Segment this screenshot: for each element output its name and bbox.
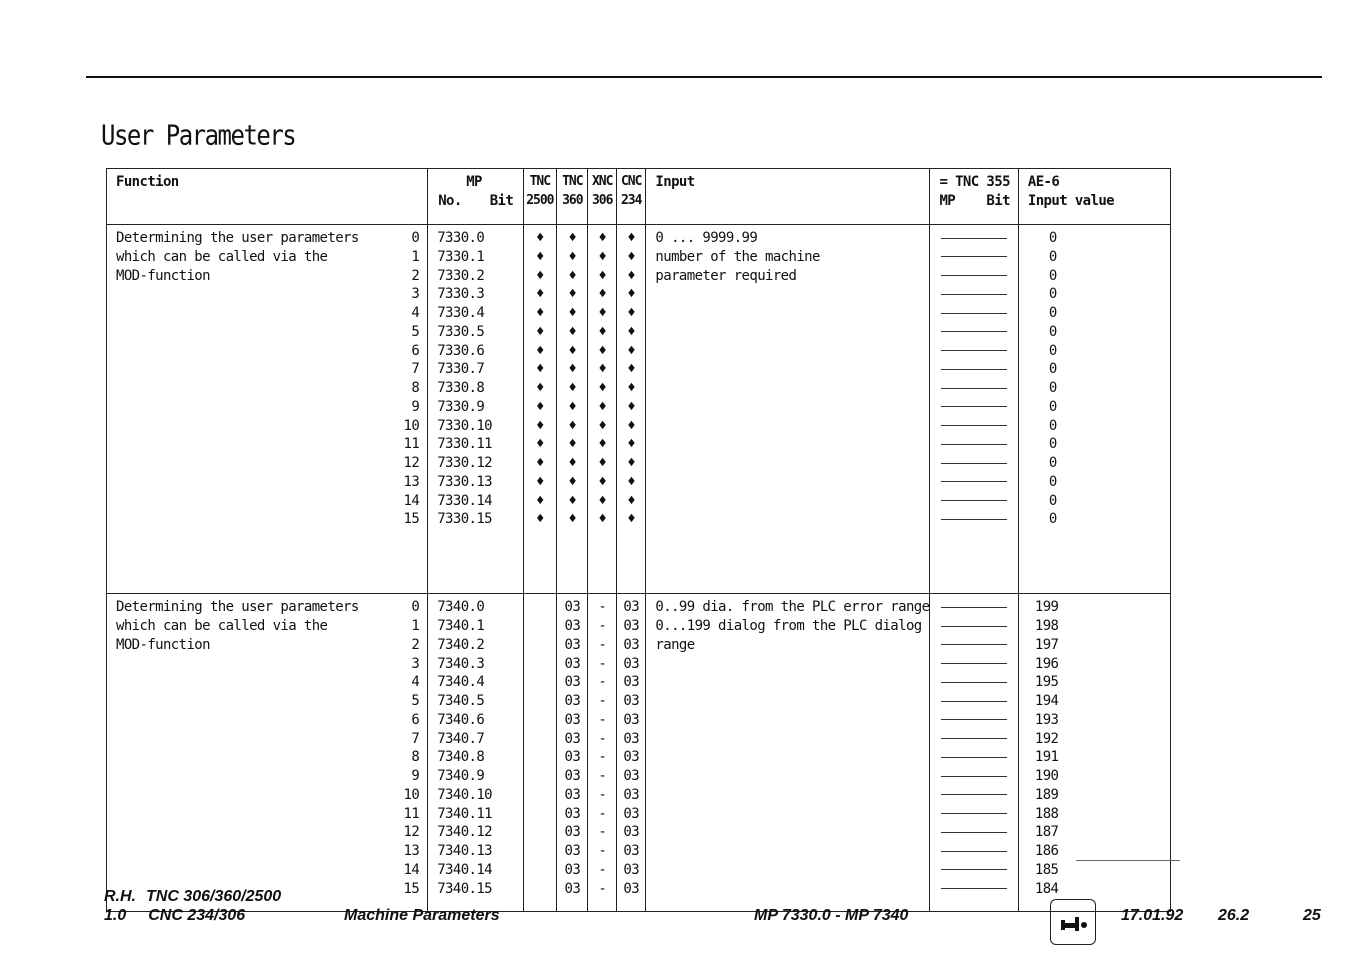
footer-models-2: CNC 234/306 (148, 907, 246, 924)
empty-dash (930, 435, 1017, 454)
bit-list (404, 225, 420, 529)
bit-number: 0 (411, 599, 420, 616)
tnc2500-mark: ♦ (535, 286, 544, 303)
ae6-value: 0 (1048, 492, 1057, 509)
tnc360-mark: ♦ (568, 267, 577, 284)
mp-number: 7340.5 (437, 693, 485, 709)
ae6-value: 0 (1048, 248, 1057, 265)
bit-number: 13 (403, 473, 420, 490)
tnc360-mark: ♦ (568, 436, 577, 453)
heidenhain-logo-icon (1050, 899, 1096, 945)
ae6-value-cell (1018, 594, 1170, 911)
ae6-value: 0 (1048, 380, 1057, 396)
mp-number: 7330.5 (437, 323, 485, 340)
xnc306-mark: ♦ (598, 455, 607, 471)
bit-number: 10 (403, 417, 420, 434)
mp-number: 7340.10 (437, 786, 493, 803)
xnc306-value: - (598, 730, 607, 747)
cnc234-mark: ♦ (627, 473, 636, 490)
cnc234-value: 03 (623, 805, 640, 822)
tnc360-mark: ♦ (568, 380, 577, 396)
ae6-value: 188 (1034, 805, 1059, 822)
cnc234-mark: ♦ (627, 455, 636, 471)
mp-header: MP No. Bit (428, 169, 523, 225)
bit-number: 5 (411, 693, 420, 709)
empty-dash (930, 267, 1017, 286)
cnc234-mark: ♦ (627, 492, 636, 509)
empty-dash (930, 673, 1017, 692)
mp-number: 7340.9 (437, 768, 485, 784)
mp-number: 7330.0 (437, 230, 485, 246)
empty-dash (930, 360, 1017, 379)
tnc360-value: 03 (564, 711, 581, 728)
bit-number: 1 (411, 248, 420, 265)
bit-number: 5 (411, 323, 420, 340)
xnc306-mark: ♦ (598, 361, 607, 378)
empty-dash (930, 248, 1017, 267)
ae6-value: 198 (1034, 618, 1059, 634)
bit-number: 4 (411, 305, 420, 321)
empty-dash (930, 617, 1017, 636)
bit-number: 1 (411, 618, 420, 634)
mp-number: 7340.2 (437, 636, 485, 653)
tnc360-value: 03 (564, 693, 581, 709)
mp-number: 7330.7 (437, 361, 485, 378)
function-header: Function (107, 169, 428, 225)
ae6-value: 189 (1034, 786, 1059, 803)
xnc306-header: XNC 306 (588, 169, 617, 225)
xnc306-mark: ♦ (598, 380, 607, 396)
xnc306-mark: ♦ (598, 492, 607, 509)
mp-number: 7340.15 (437, 880, 493, 897)
tnc2500-mark: ♦ (535, 248, 544, 265)
mp-number: 7330.12 (437, 455, 493, 471)
xnc306-value: - (598, 693, 607, 709)
cnc234-mark: ♦ (627, 305, 636, 321)
cnc234-mark: ♦ (627, 361, 636, 378)
ae6-value: 199 (1034, 599, 1059, 616)
xnc306-value: - (598, 805, 607, 822)
empty-dash (930, 229, 1017, 248)
parameter-group-7330 (107, 225, 1171, 594)
mp-number: 7340.3 (437, 655, 485, 672)
empty-dash (930, 842, 1017, 861)
tnc360-mark: ♦ (568, 417, 577, 434)
cnc234-value: 03 (623, 693, 640, 709)
bit-number: 13 (403, 843, 420, 859)
bit-number: 7 (411, 730, 420, 747)
bit-number: 14 (403, 492, 420, 509)
xnc306-value: - (598, 880, 607, 897)
xnc306-value: - (598, 843, 607, 859)
empty-dash (930, 398, 1017, 417)
empty-dash (930, 323, 1017, 342)
tnc360-value: 03 (564, 655, 581, 672)
tnc2500-cell (523, 225, 557, 594)
empty-dash (930, 492, 1017, 511)
ae6-value: 0 (1048, 286, 1057, 303)
table-header-row (107, 169, 1171, 225)
mp-number: 7340.6 (437, 711, 485, 728)
xnc306-mark: ♦ (598, 248, 607, 265)
input-cell: 0..99 dia. from the PLC error range 0...199 dialog from the PLC dialog range (646, 594, 930, 911)
tnc360-value: 03 (564, 730, 581, 747)
xnc306-value: - (598, 749, 607, 766)
tnc2500-mark: ♦ (535, 473, 544, 490)
tnc360-value: 03 (564, 749, 581, 766)
tnc360-mark: ♦ (568, 305, 577, 321)
xnc306-value: - (598, 655, 607, 672)
tnc360-value: 03 (564, 824, 581, 841)
tnc360-mark: ♦ (568, 361, 577, 378)
cnc234-mark: ♦ (627, 248, 636, 265)
tnc2500-mark: ♦ (535, 361, 544, 378)
empty-dash (930, 767, 1017, 786)
cnc234-value: 03 (623, 843, 640, 859)
xnc306-mark: ♦ (598, 398, 607, 415)
empty-dash (930, 730, 1017, 749)
empty-dash (930, 342, 1017, 361)
tnc360-value: 03 (564, 861, 581, 878)
empty-dash (930, 880, 1017, 899)
tnc360-value: 03 (564, 674, 581, 691)
tnc2500-mark: ♦ (535, 398, 544, 415)
ae6-value: 0 (1048, 417, 1057, 434)
empty-dash (930, 285, 1017, 304)
parameter-group-7340 (107, 594, 1171, 911)
ae6-value: 186 (1034, 843, 1059, 859)
function-cell: Determining the user parameters which can be called via the MOD-function 0 1 2 3 4 5 6 7 8 9 10 11 12 13 14 15 (107, 594, 428, 911)
bit-number: 7 (411, 361, 420, 378)
empty-dash (930, 823, 1017, 842)
empty-dash (930, 861, 1017, 880)
bit-number: 9 (411, 768, 420, 784)
bit-number: 8 (411, 380, 420, 396)
ae6-value: 196 (1034, 655, 1059, 672)
footer-section: Machine Parameters (344, 907, 500, 924)
tnc2500-mark: ♦ (535, 305, 544, 321)
cnc234-value: 03 (623, 768, 640, 784)
empty-dash (930, 692, 1017, 711)
bit-number: 15 (403, 511, 420, 528)
ae6-value: 190 (1034, 768, 1059, 784)
bit-number: 12 (403, 824, 420, 841)
xnc306-cell (588, 594, 617, 911)
footer-models-1: TNC 306/360/2500 (146, 888, 282, 905)
xnc306-value: - (598, 861, 607, 878)
cnc234-header: CNC 234 (616, 169, 645, 225)
xnc306-mark: ♦ (598, 305, 607, 321)
bit-number: 3 (411, 286, 420, 303)
parameter-table (106, 168, 1171, 912)
mp-number: 7330.8 (437, 380, 485, 396)
top-rule (86, 76, 1322, 78)
mp-number: 7340.8 (437, 749, 485, 766)
ae6-value: 0 (1048, 455, 1057, 471)
ae6-value: 187 (1034, 824, 1059, 841)
tnc2500-mark: ♦ (535, 380, 544, 396)
bit-number: 4 (411, 674, 420, 691)
empty-dash (930, 510, 1017, 529)
tnc2500-mark: ♦ (535, 342, 544, 359)
mp-number: 7330.1 (437, 248, 485, 265)
xnc306-value: - (598, 618, 607, 634)
tnc355-cell (930, 594, 1018, 911)
cnc234-mark: ♦ (627, 436, 636, 453)
footer-version-line (104, 907, 245, 925)
footer-mp-range: MP 7330.0 - MP 7340 (754, 907, 909, 924)
footer-date: 17.01.92 (1121, 907, 1184, 924)
cnc234-value: 03 (623, 786, 640, 803)
tnc360-value: 03 (564, 768, 581, 784)
cnc234-mark: ♦ (627, 380, 636, 396)
cnc234-cell (616, 594, 645, 911)
cnc234-mark: ♦ (627, 417, 636, 434)
tnc2500-mark: ♦ (535, 436, 544, 453)
cnc234-value: 03 (623, 824, 640, 841)
cnc234-value: 03 (623, 861, 640, 878)
tnc360-value: 03 (564, 599, 581, 616)
tnc2500-mark: ♦ (535, 417, 544, 434)
bit-number: 14 (403, 861, 420, 878)
mp-number: 7330.11 (437, 436, 493, 453)
ae6-value: 192 (1034, 730, 1059, 747)
cnc234-mark: ♦ (627, 398, 636, 415)
empty-dash (930, 748, 1017, 767)
xnc306-mark: ♦ (598, 436, 607, 453)
bit-number: 15 (403, 880, 420, 897)
bit-number: 3 (411, 655, 420, 672)
tnc360-mark: ♦ (568, 455, 577, 471)
ae6-value: 185 (1034, 861, 1059, 878)
empty-dash (930, 598, 1017, 617)
bit-number: 11 (403, 436, 420, 453)
xnc306-mark: ♦ (598, 417, 607, 434)
bit-number: 10 (403, 786, 420, 803)
cnc234-cell (616, 225, 645, 594)
tnc360-value: 03 (564, 880, 581, 897)
mp-number: 7330.4 (437, 305, 485, 321)
tnc2500-mark: ♦ (535, 455, 544, 471)
bit-list (404, 594, 420, 898)
tnc2500-cell (523, 594, 557, 911)
tnc2500-mark: ♦ (535, 230, 544, 246)
tnc360-mark: ♦ (568, 492, 577, 509)
mp-number: 7340.14 (437, 861, 493, 878)
footer-chapter: 26.2 (1218, 907, 1250, 924)
mp-number: 7330.14 (437, 492, 493, 509)
input-cell: 0 ... 9999.99 number of the machine parameter required (646, 225, 930, 594)
empty-dash (930, 417, 1017, 436)
bit-number: 11 (403, 805, 420, 822)
mp-number: 7340.12 (437, 824, 493, 841)
mp-number: 7340.0 (437, 599, 485, 616)
cnc234-value: 03 (623, 749, 640, 766)
mp-number: 7340.13 (437, 843, 493, 859)
ae6-value: 184 (1034, 880, 1059, 897)
xnc306-value: - (598, 599, 607, 616)
mp-number: 7330.10 (437, 417, 493, 434)
xnc306-value: - (598, 674, 607, 691)
tnc2500-header: TNC 2500 (523, 169, 557, 225)
xnc306-value: - (598, 636, 607, 653)
ae6-value: 0 (1048, 436, 1057, 453)
ae6-value: 0 (1048, 361, 1057, 378)
tnc360-mark: ♦ (568, 473, 577, 490)
cnc234-mark: ♦ (627, 286, 636, 303)
footer-author: R.H. (104, 888, 136, 905)
input-header: Input (646, 169, 930, 225)
tnc360-mark: ♦ (568, 398, 577, 415)
mp-number-cell (428, 225, 523, 594)
tnc2500-mark: ♦ (535, 267, 544, 284)
empty-dash (930, 655, 1017, 674)
cnc234-mark: ♦ (627, 511, 636, 528)
ae6-value: 194 (1034, 693, 1059, 709)
tnc355-header: = TNC 355 MP Bit (930, 169, 1018, 225)
cnc234-value: 03 (623, 674, 640, 691)
cnc234-value: 03 (623, 711, 640, 728)
empty-dash (930, 786, 1017, 805)
cnc234-mark: ♦ (627, 267, 636, 284)
footer-author-line (104, 888, 281, 906)
mp-number: 7330.3 (437, 286, 485, 303)
ae6-value: 195 (1034, 674, 1059, 691)
tnc360-value: 03 (564, 618, 581, 634)
bit-number: 6 (411, 711, 420, 728)
mp-number: 7330.9 (437, 398, 485, 415)
mp-number-cell (428, 594, 523, 911)
mp-number: 7340.4 (437, 674, 485, 691)
bit-number: 0 (411, 230, 420, 246)
bit-number: 2 (411, 636, 420, 653)
mp-number: 7340.1 (437, 618, 485, 634)
cnc234-value: 03 (623, 618, 640, 634)
page-title: User Parameters (101, 119, 296, 152)
ae6-value: 0 (1048, 473, 1057, 490)
xnc306-mark: ♦ (598, 342, 607, 359)
cnc234-mark: ♦ (627, 230, 636, 246)
ae6-value: 0 (1048, 230, 1057, 246)
cnc234-value: 03 (623, 636, 640, 653)
tnc360-mark: ♦ (568, 323, 577, 340)
ae6-value: 191 (1034, 749, 1059, 766)
ae6-value: 0 (1048, 323, 1057, 340)
tnc360-mark: ♦ (568, 248, 577, 265)
mp-number: 7330.6 (437, 342, 485, 359)
ae6-value: 197 (1034, 636, 1059, 653)
xnc306-mark: ♦ (598, 473, 607, 490)
xnc306-mark: ♦ (598, 286, 607, 303)
cnc234-value: 03 (623, 599, 640, 616)
ae6-value: 0 (1048, 398, 1057, 415)
bit-number: 2 (411, 267, 420, 284)
tnc2500-mark: ♦ (535, 492, 544, 509)
tnc360-cell (557, 594, 588, 911)
tnc360-value: 03 (564, 786, 581, 803)
empty-dash (930, 805, 1017, 824)
bit-number: 9 (411, 398, 420, 415)
cnc234-value: 03 (623, 880, 640, 897)
cnc234-mark: ♦ (627, 342, 636, 359)
bit-number: 6 (411, 342, 420, 359)
tnc355-cell (930, 225, 1018, 594)
function-cell: Determining the user parameters which can be called via the MOD-function 0 1 2 3 4 5 6 7 8 9 10 11 12 13 14 15 (107, 225, 428, 594)
cnc234-value: 03 (623, 730, 640, 747)
xnc306-mark: ♦ (598, 511, 607, 528)
bit-number: 8 (411, 749, 420, 766)
cnc234-mark: ♦ (627, 323, 636, 340)
xnc306-value: - (598, 786, 607, 803)
tnc360-mark: ♦ (568, 230, 577, 246)
mp-number: 7340.11 (437, 805, 493, 822)
ae6-value: 0 (1048, 267, 1057, 284)
ae6-value: 0 (1048, 342, 1057, 359)
tnc2500-mark: ♦ (535, 323, 544, 340)
tnc360-mark: ♦ (568, 342, 577, 359)
tnc360-header: TNC 360 (557, 169, 588, 225)
footer-page-number: 25 (1303, 907, 1321, 924)
empty-dash (930, 711, 1017, 730)
footer-version: 1.0 (104, 907, 127, 924)
ae6-value-cell (1018, 225, 1170, 594)
tnc360-value: 03 (564, 843, 581, 859)
empty-dash (930, 454, 1017, 473)
xnc306-value: - (598, 711, 607, 728)
empty-dash (930, 636, 1017, 655)
mp-number: 7330.13 (437, 473, 493, 490)
ae6-value: 0 (1048, 511, 1057, 528)
tnc2500-mark: ♦ (535, 511, 544, 528)
empty-dash (930, 473, 1017, 492)
xnc306-cell (588, 225, 617, 594)
tnc360-cell (557, 225, 588, 594)
xnc306-value: - (598, 824, 607, 841)
xnc306-mark: ♦ (598, 230, 607, 246)
tnc360-value: 03 (564, 805, 581, 822)
mp-number: 7330.15 (437, 511, 493, 528)
decorative-rule (1076, 860, 1180, 861)
bit-number: 12 (403, 455, 420, 471)
xnc306-mark: ♦ (598, 267, 607, 284)
mp-number: 7340.7 (437, 730, 485, 747)
xnc306-mark: ♦ (598, 323, 607, 340)
empty-dash (930, 304, 1017, 323)
xnc306-value: - (598, 768, 607, 784)
mp-number: 7330.2 (437, 267, 485, 284)
ae6-value: 193 (1034, 711, 1059, 728)
ae6-header: AE-6 Input value (1018, 169, 1170, 225)
empty-dash (930, 379, 1017, 398)
cnc234-value: 03 (623, 655, 640, 672)
tnc360-mark: ♦ (568, 511, 577, 528)
tnc360-value: 03 (564, 636, 581, 653)
tnc360-mark: ♦ (568, 286, 577, 303)
ae6-value: 0 (1048, 305, 1057, 321)
